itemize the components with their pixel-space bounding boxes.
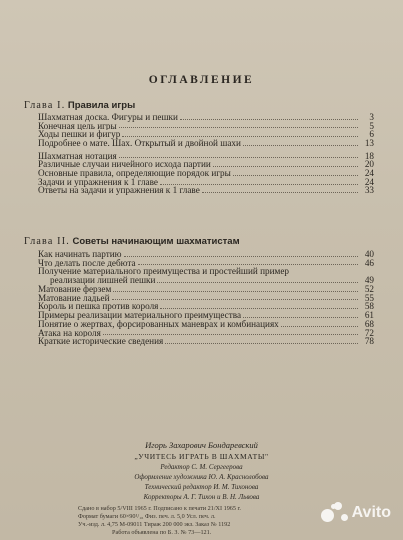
toc-entry — [38, 113, 374, 122]
toc-entry-page: 55 — [364, 292, 374, 303]
colophon-author: Игорь Захарович Бондаревский — [145, 440, 258, 450]
toc-entry — [38, 130, 374, 139]
chapter-2-list — [38, 250, 374, 346]
colophon-proofreaders: Корректоры А. Г. Тихон и В. Н. Львова — [143, 493, 260, 501]
toc-entry-page: 78 — [364, 336, 374, 347]
chapter-2-heading: Глава II. Советы начинающим шахматистам — [24, 236, 240, 247]
toc-entry-title: Основные правила, определяющие порядок игры — [38, 169, 231, 178]
toc-entry-page: 20 — [364, 159, 374, 170]
toc-entry-title: Как начинать партию — [38, 249, 122, 259]
toc-entry-title: Задачи и упражнения к 1 главе — [38, 177, 158, 187]
toc-entry — [38, 294, 374, 303]
toc-entry-title: Шахматная нотация — [38, 151, 117, 161]
toc-entry — [38, 178, 374, 187]
toc-entry-title-cont: реализации лишней пешки — [50, 275, 156, 286]
toc-entry-title: Матование ладьей — [38, 293, 110, 303]
toc-entry — [38, 152, 374, 161]
toc-entry — [38, 250, 374, 259]
toc-entry-title: Ходы пешки и фигур — [38, 130, 121, 140]
toc-title: ОГЛАВЛЕНИЕ — [148, 74, 255, 86]
toc-entry-title: Конечная цель игры — [38, 121, 117, 131]
toc-entry-page: 52 — [364, 284, 374, 295]
toc-entry-page: 13 — [364, 138, 374, 149]
toc-entry — [38, 337, 374, 346]
toc-entry-title: Атака на короля — [38, 328, 101, 338]
avito-watermark — [321, 502, 391, 524]
toc-entry-title: Примеры реализации материального преимущества — [38, 311, 242, 320]
colophon-editor: Редактор С. М. Сергеерова — [160, 463, 243, 471]
toc-entry-title: Различные случаи ничейного исхода партии — [38, 160, 211, 170]
toc-entry — [38, 311, 374, 320]
toc-entry-page: 24 — [364, 168, 374, 179]
toc-entry-title: Что делать после дебюта — [38, 258, 136, 268]
toc-entry — [38, 267, 374, 285]
toc-entry-title: Король и пешка против короля — [38, 302, 159, 312]
colophon-designer: Оформление художника Ю. А. Краснолобова — [134, 473, 269, 481]
avito-logo-icon — [321, 502, 349, 524]
toc-entry-page: 3 — [369, 111, 374, 122]
toc-entry-page: 72 — [364, 327, 374, 338]
toc-entry-title: Шахматная доска. Фигуры и пешки — [38, 112, 178, 122]
toc-entry-title: Получение материального преимущества и простейший пример — [38, 266, 289, 277]
print-info-4: Работа объявлена по Б. З. № 73—121. — [112, 529, 212, 536]
toc-entry-page: 46 — [364, 257, 374, 268]
chapter-1-heading: Глава I. Правила игры — [24, 100, 136, 111]
toc-entry — [38, 320, 374, 329]
toc-entry — [38, 302, 374, 311]
toc-entry-page: 40 — [364, 248, 374, 259]
toc-entry-page: 5 — [369, 120, 374, 131]
toc-entry-title: Понятие о жертвах, форсированных маневрах и комбинациях — [38, 319, 279, 329]
toc-entry — [38, 329, 374, 338]
toc-entry-title: Ответы на задачи и упражнения к 1 главе — [38, 186, 200, 196]
toc-entry-page: 61 — [364, 310, 374, 321]
toc-entry-page: 58 — [364, 301, 374, 312]
toc-entry-page: 68 — [364, 318, 374, 329]
print-info-2: Формат бумаги 60×90¹/₁₆ Физ. печ. л. 5,0 Усл. печ. л. — [78, 513, 216, 520]
print-info-1: Сдано в набор 5/VIII 1965 г. Подписано к печати 21/XI 1965 г. — [78, 505, 241, 512]
avito-wordmark: Avito — [351, 504, 391, 521]
chapter-1-list — [38, 113, 374, 195]
toc-entry — [38, 285, 374, 294]
colophon-tech-editor: Технический редактор И. М. Тихонова — [144, 483, 259, 491]
toc-entry-title: Матование ферзем — [38, 285, 112, 294]
toc-entry — [38, 122, 374, 131]
toc-entry-page: 18 — [364, 150, 374, 161]
toc-entry-page: 24 — [364, 176, 374, 187]
toc-entry-page: 49 — [364, 275, 374, 286]
toc-entry-page: 6 — [369, 129, 374, 140]
toc-entry-title: Краткие исторические сведения — [38, 337, 164, 346]
toc-entry — [38, 160, 374, 169]
toc-entry — [38, 139, 374, 148]
toc-entry — [38, 187, 374, 196]
toc-entry — [38, 169, 374, 178]
colophon-book-title: „УЧИТЕСЬ ИГРАТЬ В ШАХМАТЫ" — [134, 452, 269, 461]
toc-entry-page: 33 — [364, 185, 374, 196]
toc-entry-title: Подробнее о мате. Шах. Открытый и двойной шахи — [38, 139, 241, 148]
print-info-3: Уч.-изд. л. 4,75 М-09011 Тираж 200 000 экз. Заказ № 1192 — [78, 521, 231, 528]
